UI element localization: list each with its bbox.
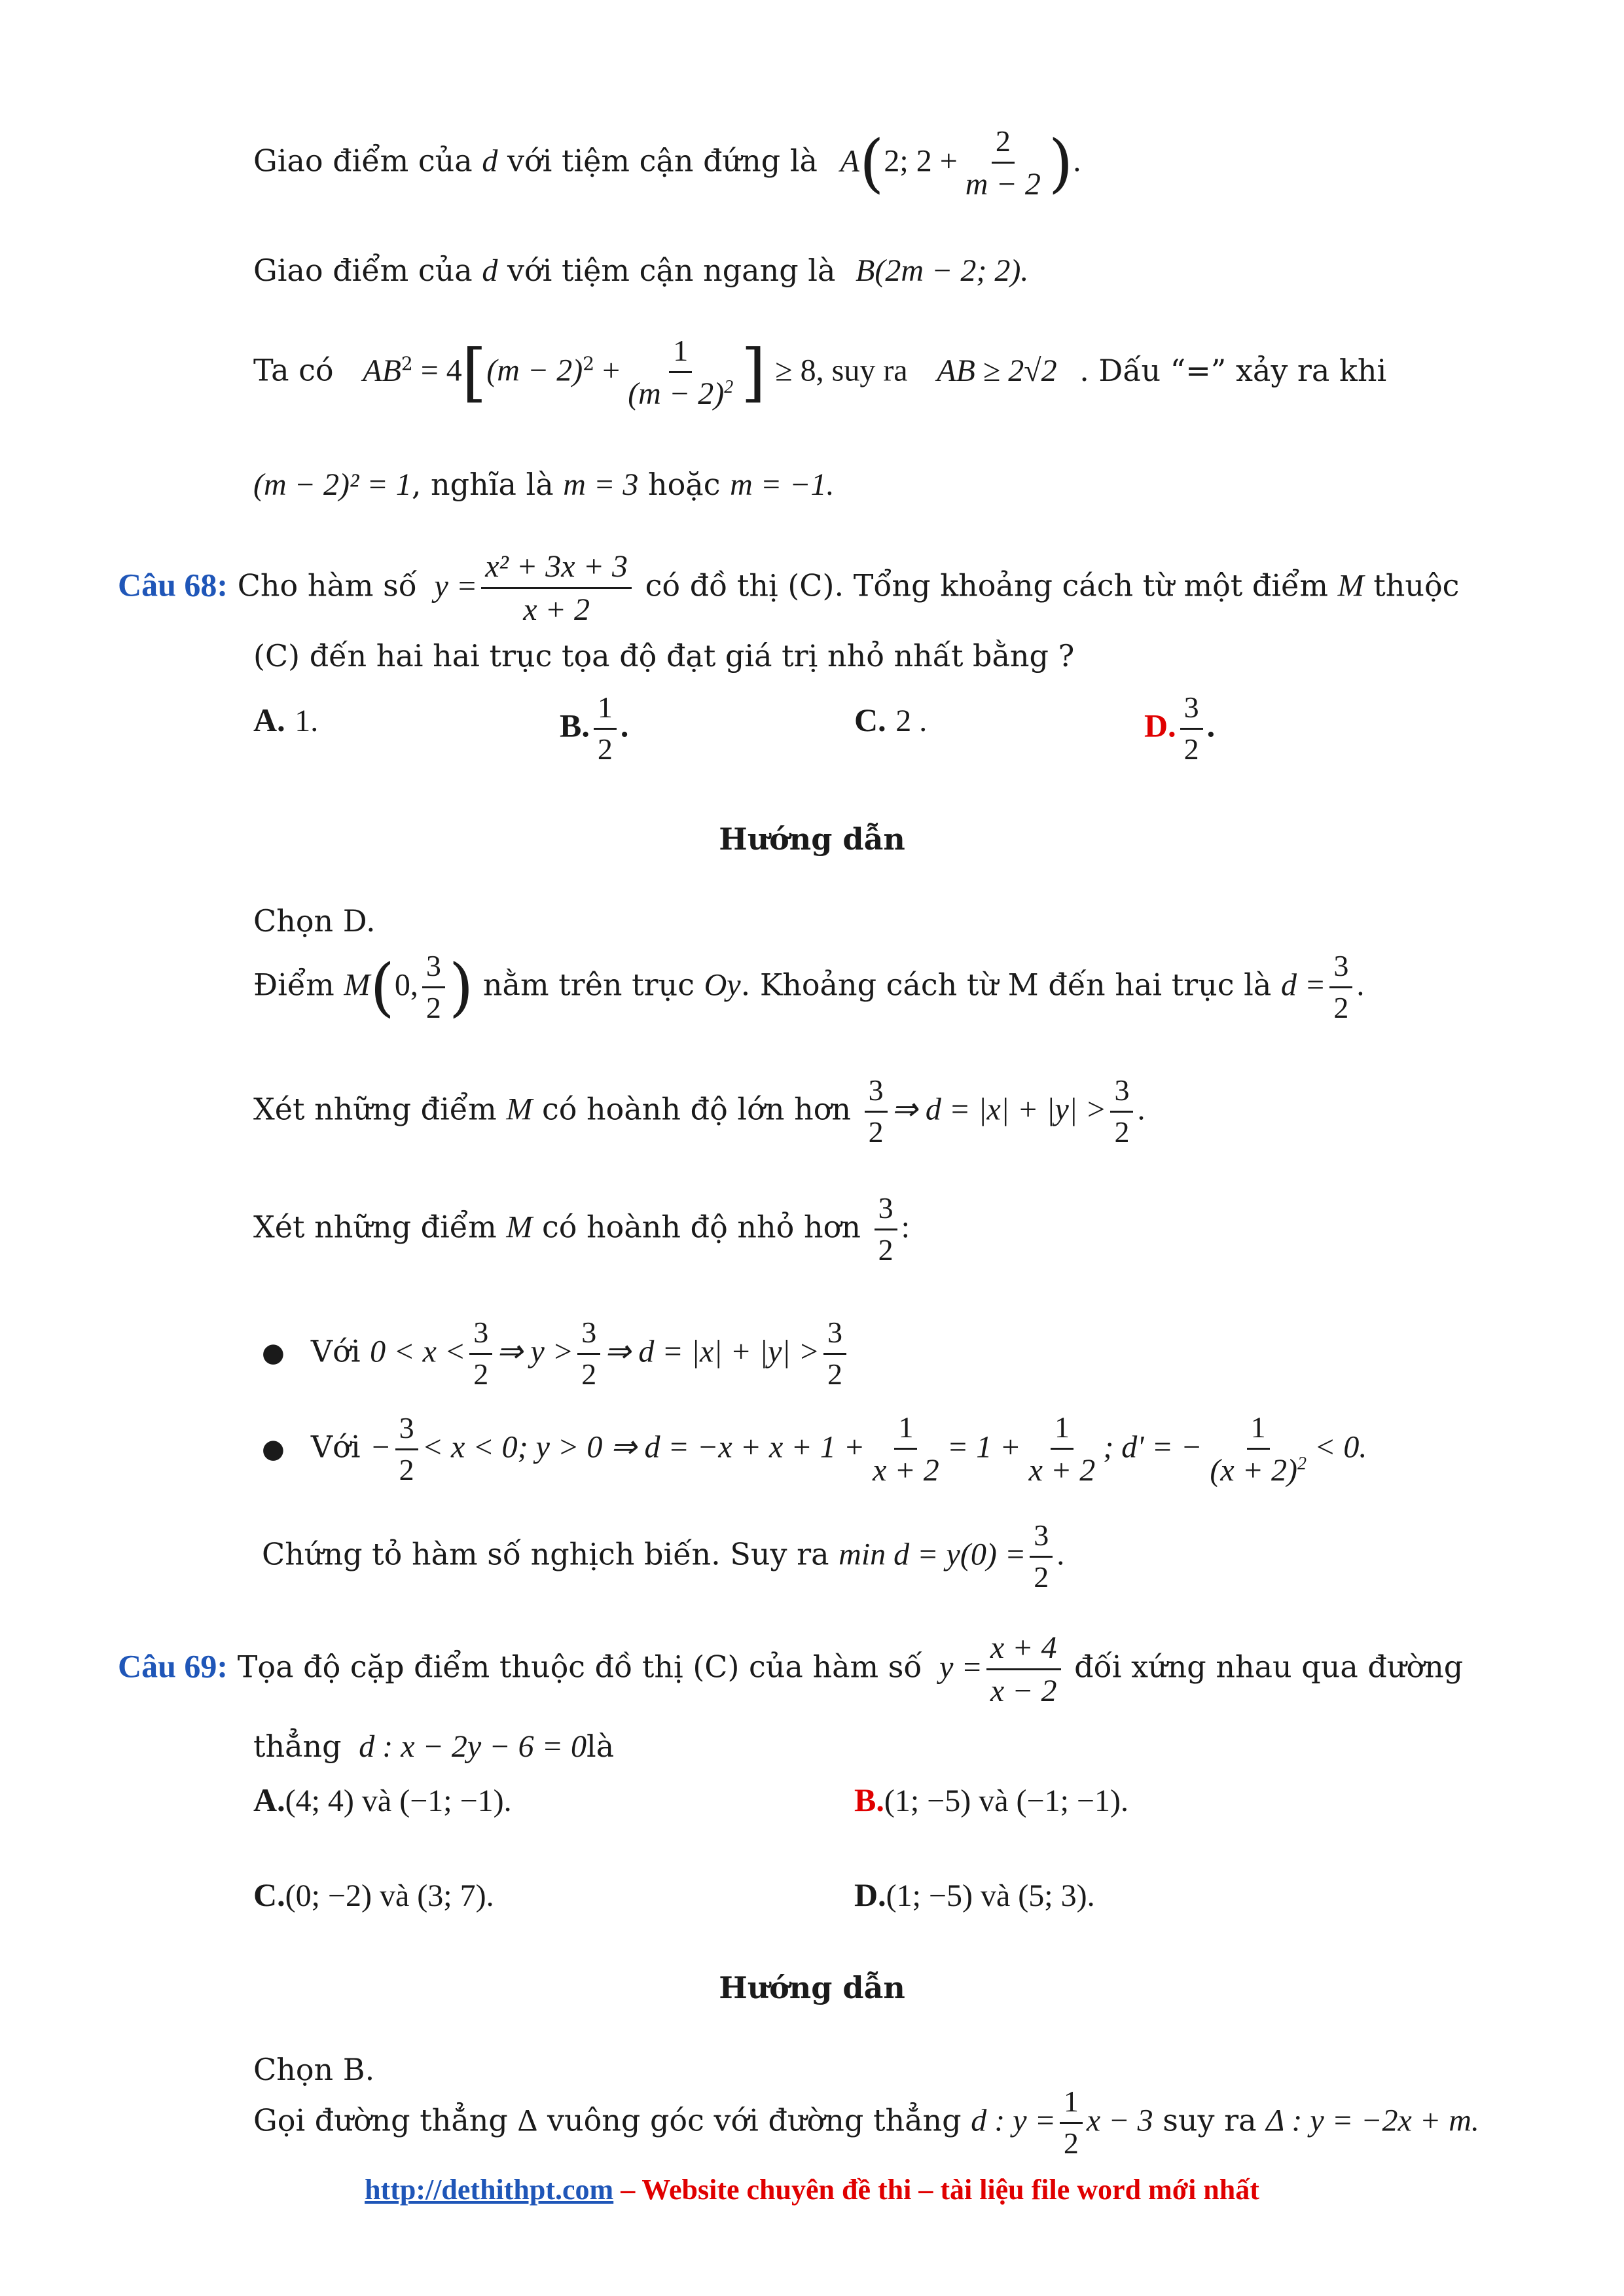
solution-68-bullet-2: ● Với − $\frac{3}{2}$ < x < 0; y > 0 ⇒ d = −x + x + 1 + $\frac{1}{x + 2}$ = 1 + $\frac{1}{x + 2}$ ; d' = − $\frac{1}{(x + 2)^2}$ < 0. — [262, 1410, 1367, 1488]
option-d[interactable]: D. $\frac{3}{2}$ . — [1144, 691, 1216, 766]
solution-68-p1: Điểm M(0, $\frac{3}{2}$ ) nằm trên trục Oy. Khoảng cách từ M đến hai trục là d = $\frac{3}{2}$ . — [253, 949, 1365, 1024]
question-68-line-2: (C) đến hai hai trục tọa độ đạt giá trị nhỏ nhất bằng ? — [253, 638, 1075, 673]
solution-69-choose: Chọn B. — [253, 2052, 375, 2087]
footer-link[interactable]: http://dethithpt.com — [365, 2174, 614, 2206]
question-68: Câu 68: Cho hàm số y = $\frac{\text{x² + 3x + 3}}{x + 2}$ có đồ thị (C). Tổng khoảng cách từ một điểm M thuộc — [118, 549, 1460, 628]
prev-line-2: Giao điểm của d với tiệm cận ngang là B(2m − 2; 2). — [253, 253, 1029, 288]
prev-line-4: (m − 2)² = 1, nghĩa là m = 3 hoặc m = −1. — [253, 467, 835, 502]
solution-68-conclusion: Chứng tỏ hàm số nghịch biến. Suy ra min d = y(0) = $\frac{3}{2}$ . — [262, 1518, 1065, 1594]
option-c[interactable]: C. 2 . — [854, 702, 928, 738]
option-69-b[interactable]: B.(1; −5) và (−1; −1). — [854, 1782, 1128, 1818]
footer — [0, 2173, 1624, 2206]
solution-68-p3: Xét những điểm M có hoành độ nhỏ hơn $\frac{3}{2}$ : — [253, 1191, 910, 1266]
question-69-label: Câu 69: — [118, 1647, 228, 1685]
question-69-line-2: thẳng d : x − 2y − 6 = 0là — [253, 1729, 615, 1764]
option-69-a[interactable]: A.(4; 4) và (−1; −1). — [253, 1782, 512, 1818]
option-b[interactable]: B. $\frac{1}{2}$ . — [560, 691, 629, 766]
solution-68-p2: Xét những điểm M có hoành độ lớn hơn $\frac{3}{2}$ ⇒ d = |x| + |y| > $\frac{3}{2}$ . — [253, 1073, 1146, 1149]
solution-69-heading: Hướng dẫn — [719, 1970, 905, 2005]
solution-69-p1: Gọi đường thẳng Δ vuông góc với đường thẳng d : y = $\frac{1}{2}$ x − 3 suy ra Δ : y = −2x + m. — [253, 2085, 1479, 2160]
option-a[interactable]: A. 1. — [253, 702, 319, 738]
solution-68-bullet-1: ● Với 0 < x < $\frac{3}{2}$ ⇒ y > $\frac{3}{2}$ ⇒ d = |x| + |y| > $\frac{3}{2}$ — [262, 1316, 850, 1392]
solution-68-heading: Hướng dẫn — [719, 821, 905, 857]
question-69: Câu 69: Tọa độ cặp điểm thuộc đồ thị (C) của hàm số y = $\frac{x + 4}{x - 2}$ đối xứng nhau qua đường — [118, 1630, 1464, 1709]
footer-tagline: – Website chuyên đề thi – tài liệu file word mới nhất — [613, 2174, 1259, 2206]
prev-line-3: Ta có $AB^2 = 4[(m - 2)^2$ + $\frac{1}{(m - 2)^2}$ ] ≥ 8, suy ra AB ≥ 2√2 . Dấu “=” xảy ra khi — [253, 334, 1387, 411]
prev-line-1: Giao điểm của d với tiệm cận đứng là A(2; 2 + $\frac{2}{m - 2}$ ). — [253, 124, 1081, 202]
question-68-label: Câu 68: — [118, 566, 228, 603]
solution-68-choose: Chọn D. — [253, 903, 376, 939]
option-69-d[interactable]: D.(1; −5) và (5; 3). — [854, 1876, 1095, 1913]
option-69-c[interactable]: C.(0; −2) và (3; 7). — [253, 1876, 494, 1913]
